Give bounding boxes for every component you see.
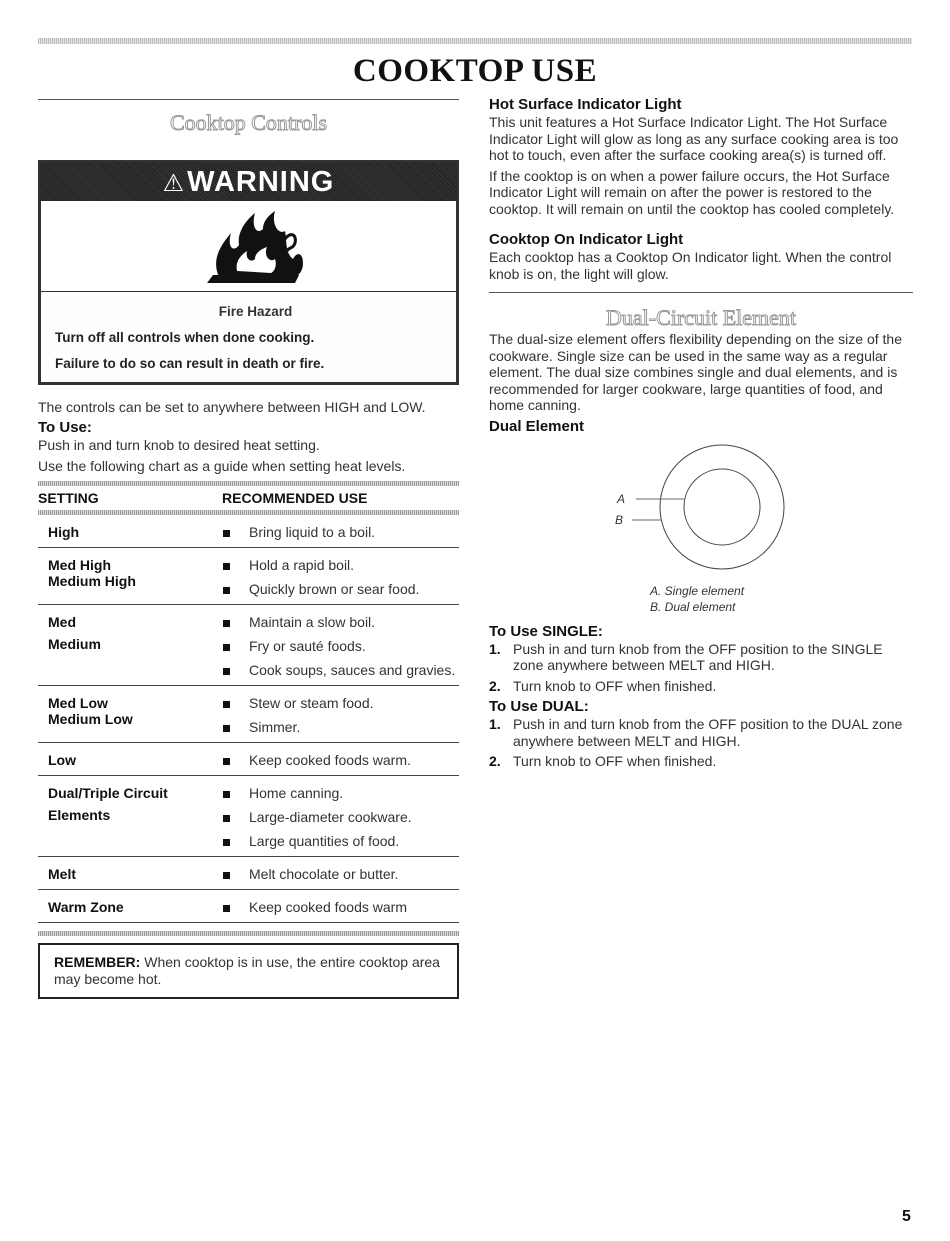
setting-name: Elements (48, 806, 111, 823)
use-item (210, 899, 459, 915)
dual-circuit-heading: Dual-Circuit Element (606, 305, 796, 330)
use-text: Melt chocolate or butter. (249, 865, 399, 882)
section-rule (38, 99, 459, 100)
uses-cell (210, 785, 459, 849)
table-row (38, 857, 459, 890)
list-item: 2. Turn knob to OFF when finished. (489, 677, 717, 694)
table-row (38, 890, 459, 923)
use-text: Bring liquid to a boil. (249, 523, 376, 540)
list-item: 2. Turn knob to OFF when finished. (489, 753, 717, 769)
bullet-icon (223, 719, 234, 735)
use-item (210, 557, 459, 573)
setting-name: Medium Low (48, 710, 133, 727)
to-use-single-heading: To Use SINGLE: (489, 622, 603, 640)
use-item (210, 866, 459, 882)
section-rule (489, 292, 913, 293)
use-text: Hold a rapid boil. (249, 556, 355, 573)
cooktop-on-text: Each cooktop has a Cooktop On Indicator light. When the control knob is on, the light will glow. (489, 249, 892, 282)
use-text: Large quantities of food. (249, 832, 400, 849)
setting-name: Warm Zone (48, 898, 124, 915)
uses-cell (210, 866, 459, 882)
remember-text: When cooktop is in use, the entire cooktop area may become hot. (54, 954, 440, 987)
table-row (38, 548, 459, 605)
warning-triangle-icon: ⚠ (162, 170, 186, 197)
setting-cell (38, 785, 210, 849)
list-item: 1. Push in and turn knob from the OFF position to the DUAL zone anywhere between MELT and HIGH. (489, 716, 903, 749)
setting-cell (38, 752, 210, 768)
table-row (38, 686, 459, 743)
setting-cell (38, 866, 210, 882)
use-text: Stew or steam food. (249, 694, 374, 711)
use-text: Maintain a slow boil. (249, 613, 376, 630)
use-item (210, 719, 459, 735)
chart-intro: Use the following chart as a guide when setting heat levels. (38, 458, 406, 474)
dual-element-drawing (489, 436, 913, 586)
use-item (210, 524, 459, 540)
bullet-icon (223, 638, 234, 654)
controls-intro: The controls can be set to anywhere between HIGH and LOW. (38, 399, 426, 415)
setting-name: Med (48, 613, 76, 630)
use-item (210, 614, 459, 630)
setting-cell (38, 557, 210, 597)
use-text: Cook soups, sauces and gravies. (249, 661, 456, 678)
hot-surface-p1: This unit features a Hot Surface Indicator Light. The Hot Surface Indicator Light will glow as long as any surface cooking area is too hot to touch, even after the surface cooking area(s) is turned off. (489, 114, 899, 163)
bullet-icon (223, 581, 234, 597)
fire-icon (41, 201, 462, 292)
bullet-icon (223, 833, 234, 849)
uses-cell (210, 899, 459, 915)
warning-line-1: Turn off all controls when done cooking. (55, 330, 315, 345)
setting-name: Med High (48, 556, 111, 573)
use-text: Home canning. (249, 784, 344, 801)
table-header (38, 486, 459, 510)
warning-label: WARNING (187, 166, 335, 198)
label-a: A (617, 491, 626, 506)
list-item: 1. Push in and turn knob from the OFF position to the SINGLE zone anywhere between MELT and HIGH. (489, 640, 883, 673)
setting-name: High (48, 523, 80, 540)
bullet-icon (223, 752, 234, 768)
bullet-icon (223, 662, 234, 678)
remember-label: REMEMBER: (54, 954, 141, 970)
table-row (38, 605, 459, 686)
setting-name: Med Low (48, 694, 108, 711)
setting-name: Low (48, 751, 76, 768)
uses-cell (210, 695, 459, 735)
table-row (38, 515, 459, 548)
warning-line-2: Failure to do so can result in death or fire. (55, 356, 325, 371)
setting-cell (38, 614, 210, 678)
setting-name: Melt (48, 865, 76, 882)
table-row (38, 743, 459, 776)
page-number: 5 (902, 1208, 911, 1225)
bullet-icon (223, 614, 234, 630)
table-row (38, 776, 459, 857)
use-item (210, 695, 459, 711)
bullet-icon (223, 524, 234, 540)
header-recommended-use: RECOMMENDED USE (222, 489, 368, 506)
cooktop-controls-heading: Cooktop Controls (169, 110, 328, 135)
page-title: COOKTOP USE (352, 53, 598, 89)
uses-cell (210, 752, 459, 768)
caption-b: B. Dual element (650, 599, 736, 614)
use-item (210, 809, 459, 825)
top-rule (38, 38, 912, 44)
use-item (210, 638, 459, 654)
use-text: Large-diameter cookware. (249, 808, 412, 825)
setting-name: Medium High (48, 572, 136, 589)
uses-cell (210, 557, 459, 597)
bullet-icon (223, 695, 234, 711)
dual-circuit-text: The dual-size element offers flexibility depending on the size of the cookware. Single size can be used in the same way as a regular element. The dual size combines single and dual elements, and is recommended for larger cookware, large quantities of food, and home canning. (489, 331, 902, 413)
dual-element-heading: Dual Element (489, 417, 585, 435)
setting-name: Medium (48, 635, 101, 652)
right-column (489, 96, 913, 774)
setting-cell (38, 524, 210, 540)
cooktop-on-heading: Cooktop On Indicator Light (489, 231, 684, 248)
use-text: Fry or sauté foods. (249, 637, 366, 654)
use-item (210, 662, 459, 678)
fire-hazard-picture (41, 201, 456, 292)
use-text: Keep cooked foods warm. (249, 751, 411, 768)
to-use-heading: To Use: (38, 418, 92, 436)
remember-box (38, 943, 459, 999)
dual-steps (489, 716, 913, 770)
use-item (210, 752, 459, 768)
dual-element-diagram (489, 436, 913, 586)
warning-box (38, 160, 459, 385)
uses-cell (210, 524, 459, 540)
setting-name: Dual/Triple Circuit (48, 784, 168, 801)
use-item (210, 785, 459, 801)
left-column (38, 99, 459, 936)
header-setting: SETTING (38, 489, 99, 506)
bullet-icon (223, 557, 234, 573)
uses-cell (210, 614, 459, 678)
use-text: Quickly brown or sear food. (249, 580, 420, 597)
use-item (210, 833, 459, 849)
to-use-text: Push in and turn knob to desired heat setting. (38, 436, 320, 453)
fire-hazard-title: Fire Hazard (218, 304, 293, 319)
table-bottom-rule (38, 931, 459, 936)
use-item (210, 581, 459, 597)
setting-cell (38, 899, 210, 915)
use-text: Keep cooked foods warm (249, 898, 407, 915)
heat-settings-table (38, 481, 459, 936)
bullet-icon (223, 899, 234, 915)
single-steps (489, 641, 913, 695)
caption-a: A. Single element (650, 583, 745, 598)
bullet-icon (223, 866, 234, 882)
setting-cell (38, 695, 210, 735)
bullet-icon (223, 809, 234, 825)
label-b: B (615, 512, 624, 527)
use-text: Simmer. (249, 718, 301, 735)
hot-surface-p2: If the cooktop is on when a power failure occurs, the Hot Surface Indicator Light will remain on after the power is restored to the cooktop. It will remain on until the cooktop has cooled completely. (489, 167, 895, 217)
warning-bar (39, 161, 458, 201)
hot-surface-heading: Hot Surface Indicator Light (489, 96, 682, 113)
bullet-icon (223, 785, 234, 801)
to-use-dual-heading: To Use DUAL: (489, 698, 589, 715)
